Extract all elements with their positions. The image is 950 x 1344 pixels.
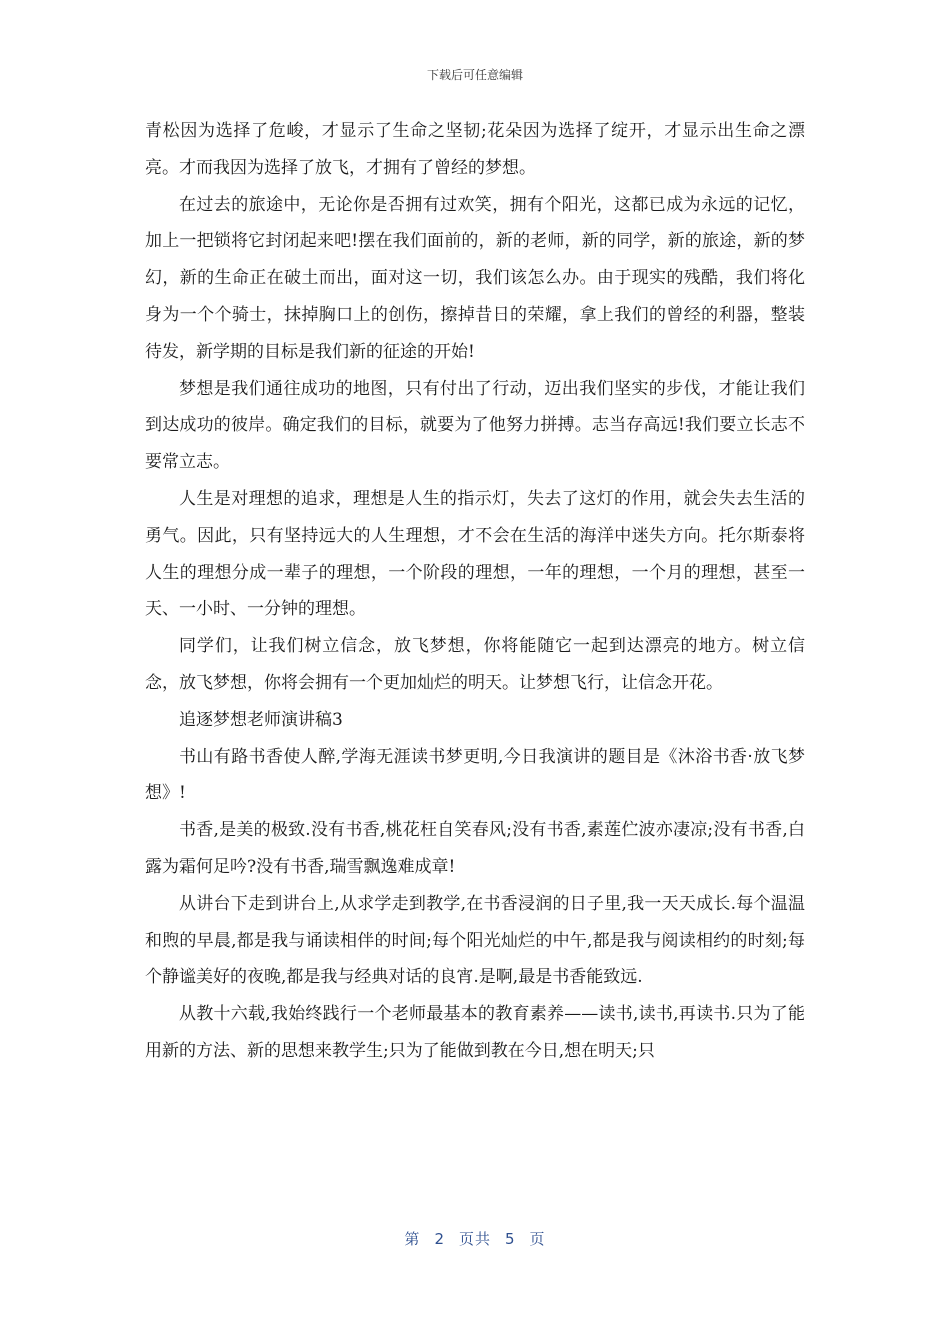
footer-label-page: 第: [404, 1230, 421, 1248]
paragraph-8: 从讲台下走到讲台上,从求学走到教学,在书香浸润的日子里,我一天天成长.每个温温和煦的早晨,都是我与诵读相伴的时间;每个阳光灿烂的中午,都是我与阅读相约的时刻;每个静谧美好的夜晚,都是我与经典对话的良宵.是啊,最是书香能致远.: [145, 893, 805, 988]
paragraph-9: 从教十六载,我始终践行一个老师最基本的教育素养——读书,读书,再读书.只为了能用新的方法、新的思想来教学生;只为了能做到教在今日,想在明天;只: [145, 1004, 805, 1061]
paragraph-5: 同学们，让我们树立信念，放飞梦想，你将能随它一起到达漂亮的地方。树立信念，放飞梦想，你将会拥有一个更加灿烂的明天。让梦想飞行，让信念开花。: [145, 636, 805, 693]
section-title: 追逐梦想老师演讲稿3: [179, 709, 343, 730]
footer-current-page: 2: [434, 1230, 445, 1248]
footer-total-pages: 5: [505, 1230, 516, 1248]
page-footer: [0, 1228, 950, 1249]
footer-label-end: 页: [529, 1230, 546, 1248]
paragraph-1: 青松因为选择了危峻，才显示了生命之坚韧;花朵因为选择了绽开，才显示出生命之漂亮。才而我因为选择了放飞，才拥有了曾经的梦想。: [145, 121, 805, 178]
paragraph-2: 在过去的旅途中，无论你是否拥有过欢笑，拥有个阳光，这都已成为永远的记忆，加上一把锁将它封闭起来吧!摆在我们面前的，新的老师，新的同学，新的旅途，新的梦幻，新的生命正在破土而出，面对这一切，我们该怎么办。由于现实的残酷，我们将化身为一个个骑士，抹掉胸口上的创伤，擦掉昔日的荣耀，拿上我们的曾经的利器，整装待发，新学期的目标是我们新的征途的开始!: [145, 194, 805, 362]
paragraph-4: 人生是对理想的追求，理想是人生的指示灯，失去了这灯的作用，就会失去生活的勇气。因此，只有坚持远大的人生理想，才不会在生活的海洋中迷失方向。托尔斯泰将人生的理想分成一辈子的理想，一个阶段的理想，一年的理想，一个月的理想，甚至一天、一小时、一分钟的理想。: [145, 488, 805, 620]
document-body: [145, 113, 805, 1070]
paragraph-7: 书香,是美的极致.没有书香,桃花枉自笑春风;没有书香,素莲伫波亦凄凉;没有书香,白露为霜何足吟?没有书香,瑞雪飘逸难成章!: [145, 820, 805, 877]
footer-label-of: 页共: [458, 1230, 491, 1248]
page-header: 下载后可任意编辑: [426, 68, 523, 82]
paragraph-6: 书山有路书香使人醉,学海无涯读书梦更明,今日我演讲的题目是《沐浴书香·放飞梦想》!: [145, 746, 805, 804]
paragraph-3: 梦想是我们通往成功的地图，只有付出了行动，迈出我们坚实的步伐，才能让我们到达成功的彼岸。确定我们的目标，就要为了他努力拼搏。志当存高远!我们要立长志不要常立志。: [145, 378, 805, 473]
